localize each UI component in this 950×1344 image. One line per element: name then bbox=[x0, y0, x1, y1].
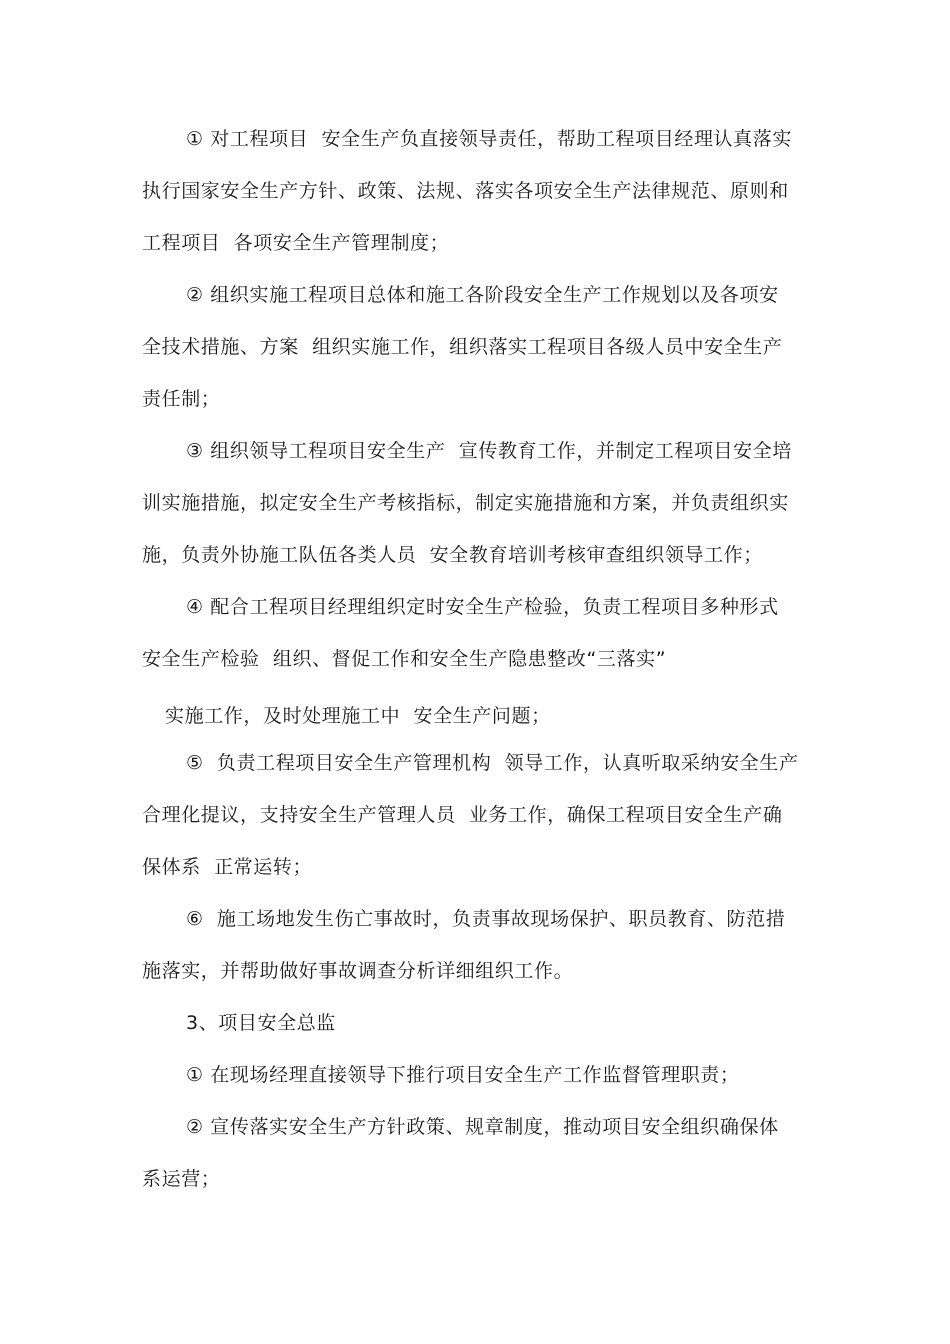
text-line-20: ② 宣传落实安全生产方针政策、规章制度，推动项目安全组织确保体 bbox=[186, 1116, 779, 1138]
text-line-1: ① 对工程项目 安全生产负直接领导责任，帮助工程项目经理认真落实 bbox=[186, 128, 792, 150]
text-line-13: ⑤ 负责工程项目安全生产管理机构 领导工作，认真听取采纳安全生产 bbox=[186, 752, 799, 774]
text-line-4: ② 组织实施工程项目总体和施工各阶段安全生产工作规划以及各项安 bbox=[186, 284, 779, 306]
section-heading: 3、项目安全总监 bbox=[186, 1012, 336, 1034]
text-line-8: 训实施措施，拟定安全生产考核指标，制定实施措施和方案，并负责组织实 bbox=[142, 492, 789, 514]
text-line-19: ① 在现场经理直接领导下推行项目安全生产工作监督管理职责； bbox=[186, 1064, 740, 1086]
text-line-16: ⑥ 施工场地发生伤亡事故时，负责事故现场保护、职员教育、防范措 bbox=[186, 908, 786, 930]
text-line-9: 施，负责外协施工队伍各类人员 安全教育培训考核审查组织领导工作； bbox=[142, 544, 763, 566]
text-line-21: 系运营； bbox=[142, 1168, 221, 1190]
text-line-10: ④ 配合工程项目经理组织定时安全生产检验，负责工程项目多种形式 bbox=[186, 596, 779, 618]
text-line-3: 工程项目 各项安全生产管理制度； bbox=[142, 232, 450, 254]
text-line-14: 合理化提议，支持安全生产管理人员 业务工作，确保工程项目安全生产确 bbox=[142, 804, 783, 826]
text-line-2: 执行国家安全生产方针、政策、法规、落实各项安全生产法律规范、原则和 bbox=[142, 180, 789, 202]
text-line-5: 全技术措施、方案 组织实施工作，组织落实工程项目各级人员中安全生产 bbox=[142, 336, 783, 358]
text-line-11: 安全生产检验 组织、督促工作和安全生产隐患整改“三落实” bbox=[142, 648, 667, 670]
text-line-15: 保体系 正常运转； bbox=[142, 856, 313, 878]
text-line-7: ③ 组织领导工程项目安全生产 宣传教育工作，并制定工程项目安全培 bbox=[186, 440, 792, 462]
text-line-12: 实施工作，及时处理施工中 安全生产问题； bbox=[165, 705, 551, 727]
text-line-17: 施落实，并帮助做好事故调查分析详细组织工作。 bbox=[142, 960, 574, 982]
text-line-6: 责任制； bbox=[142, 388, 221, 410]
